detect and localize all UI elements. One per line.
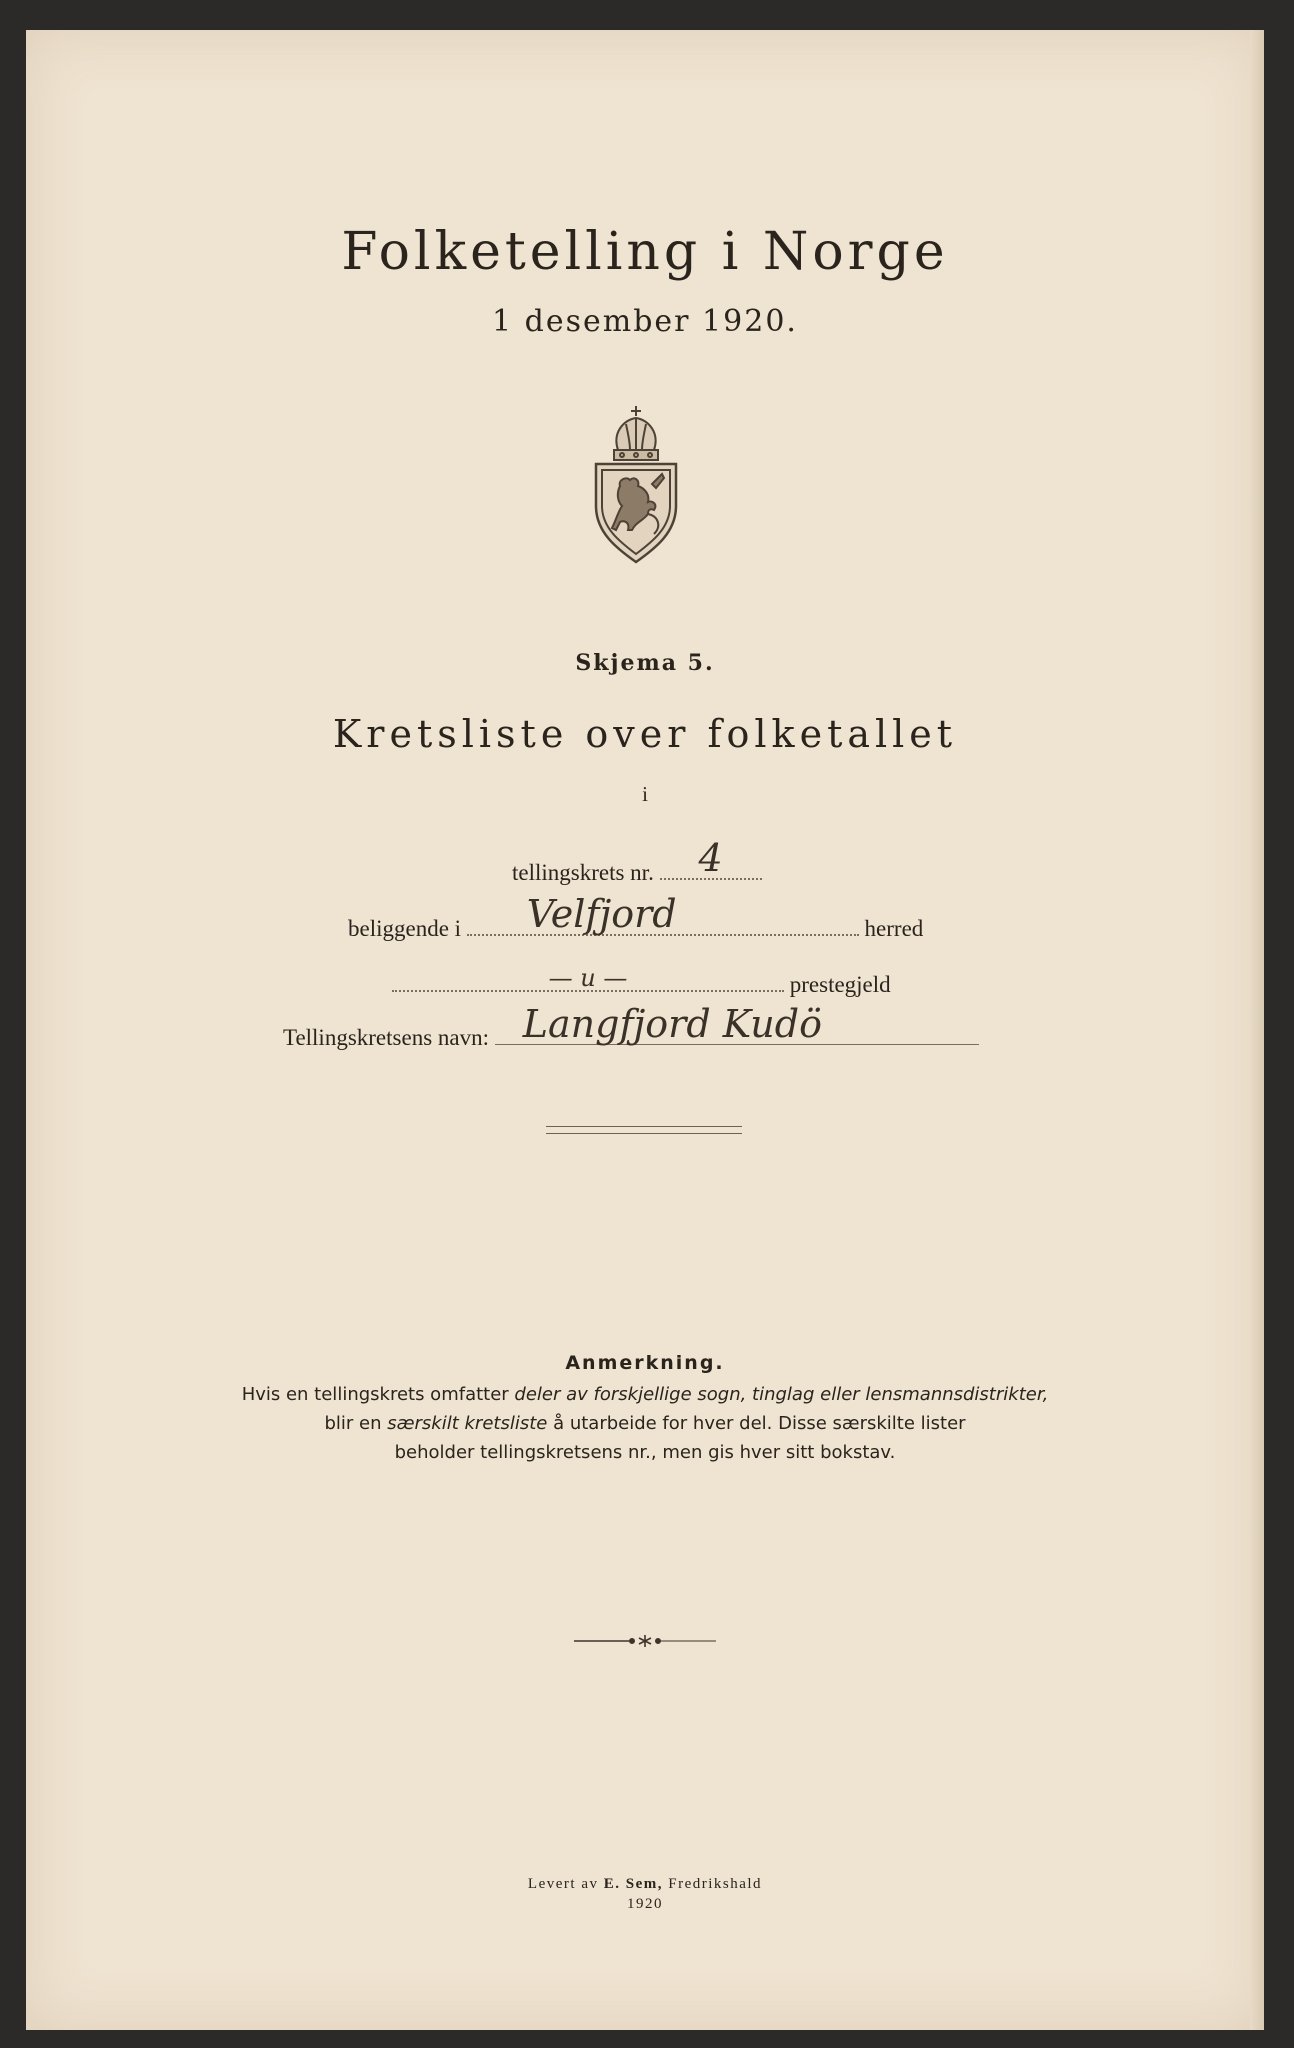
tellingskrets-row <box>512 836 762 886</box>
note-line-1-italic: deler av forskjellige sogn, tinglag eller lensmannsdistrikter, <box>514 1384 1049 1405</box>
note-line-2-italic: særskilt kretsliste <box>387 1413 548 1434</box>
schema-label: Skjema 5. <box>575 650 715 676</box>
printer-suffix: Fredrikshald <box>662 1876 763 1892</box>
census-form-page <box>26 30 1264 2030</box>
printer-name: E. Sem, <box>603 1876 663 1892</box>
norwegian-coat-of-arms-icon <box>588 402 684 564</box>
census-date: 1 desember 1920. <box>492 304 798 339</box>
prestegjeld-field[interactable] <box>392 964 784 992</box>
double-rule <box>546 1126 742 1134</box>
document-title: Folketelling i Norge <box>341 222 949 282</box>
printer-year: 1920 <box>627 1896 663 1912</box>
preposition-i: i <box>642 782 648 806</box>
beliggende-label: beliggende i <box>348 916 462 941</box>
note-title: Anmerkning. <box>565 1352 725 1374</box>
tellingskrets-field[interactable] <box>660 836 762 880</box>
ornament-divider <box>572 1634 718 1648</box>
note-line-1 <box>26 1380 1264 1409</box>
printer-imprint <box>26 1874 1264 1914</box>
note-body <box>26 1380 1264 1467</box>
note-line-2-rest: å utarbeide for hver del. Disse særskilte lister <box>547 1413 966 1434</box>
form-heading: Kretsliste over folketallet <box>332 712 958 756</box>
beliggende-row <box>348 892 924 942</box>
navn-row <box>283 1002 979 1051</box>
printer-prefix: Levert av <box>527 1876 604 1892</box>
note-line-2-text: blir en <box>324 1413 388 1434</box>
navn-field[interactable] <box>495 1002 979 1046</box>
beliggende-field[interactable] <box>467 892 859 936</box>
herred-label: herred <box>864 916 924 941</box>
note-line-1-text: Hvis en tellingskrets omfatter <box>241 1384 515 1405</box>
tellingskrets-label: tellingskrets nr. <box>512 860 654 885</box>
beliggende-value: Velfjord <box>526 892 677 936</box>
navn-label: Tellingskretsens navn: <box>283 1025 489 1050</box>
prestegjeld-label: prestegjeld <box>789 972 891 997</box>
navn-value: Langfjord Kudö <box>522 1002 822 1046</box>
note-line-2 <box>26 1409 1264 1438</box>
prestegjeld-row <box>392 964 891 998</box>
note-line-3: beholder tellingskretsens nr., men gis hver sitt bokstav. <box>394 1442 896 1463</box>
printer-line <box>26 1874 1264 1894</box>
prestegjeld-value: — u — <box>548 964 628 992</box>
tellingskrets-value: 4 <box>698 836 723 880</box>
